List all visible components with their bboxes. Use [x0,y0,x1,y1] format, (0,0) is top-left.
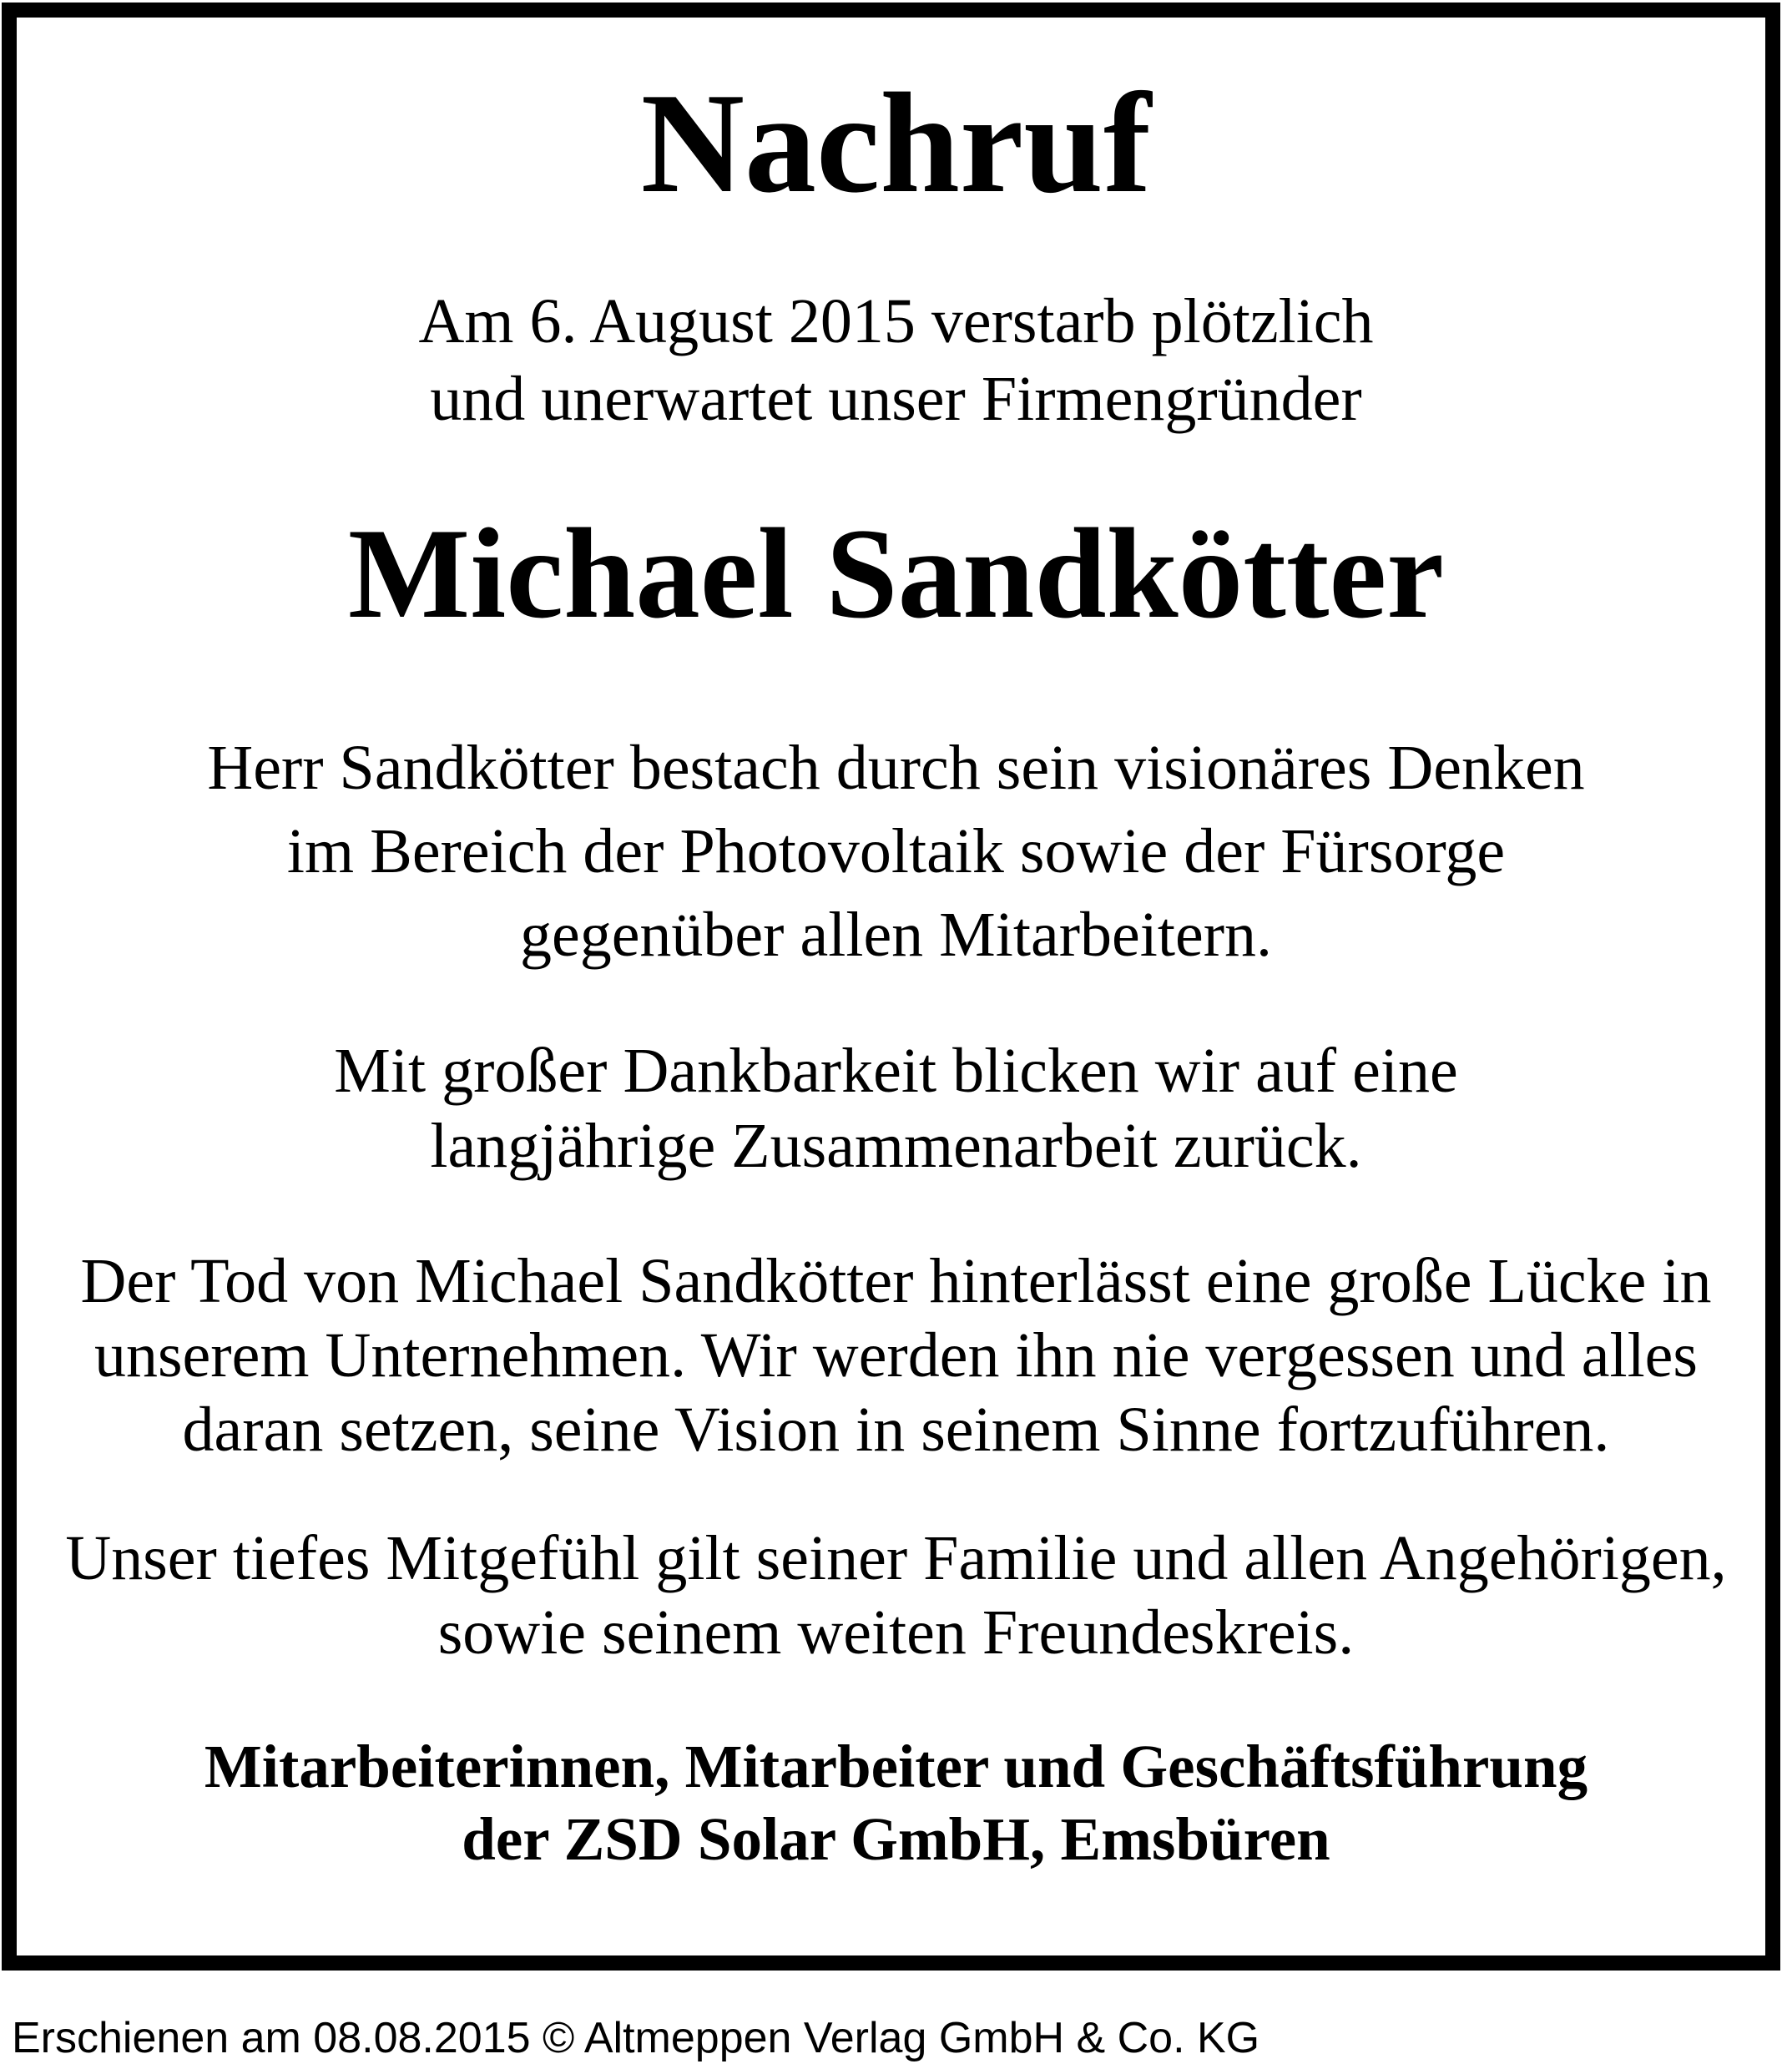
notice-title: Nachruf [640,64,1152,223]
paragraph1-line-1: Herr Sandkötter bestach durch sein visionäres Denken [207,733,1585,803]
signature-line-2: der ZSD Solar GmbH, Emsbüren [462,1805,1330,1873]
deceased-name: Michael Sandkötter [347,502,1445,645]
paragraph3-line-1: Der Tod von Michael Sandkötter hinterlässt eine große Lücke in [80,1246,1712,1316]
paragraph4-line-2: sowie seinem weiten Freundeskreis. [437,1597,1355,1668]
paragraph1-line-3: gegenüber allen Mitarbeitern. [519,900,1273,970]
signature-line-1: Mitarbeiterinnen, Mitarbeiter und Geschäftsführung [204,1733,1588,1800]
paragraph3-line-3: daran setzen, seine Vision in seinem Sinne fortzuführen. [182,1395,1610,1465]
paragraph2-line-1: Mit großer Dankbarkeit blicken wir auf eine [334,1036,1458,1106]
paragraph3-line-2: unserem Unternehmen. Wir werden ihn nie vergessen und alles [93,1320,1698,1390]
intro-line-1: Am 6. August 2015 verstarb plötzlich [418,286,1374,356]
paragraph2-line-2: langjährige Zusammenarbeit zurück. [430,1111,1362,1181]
paragraph1-line-2: im Bereich der Photovoltaik sowie der Fürsorge [286,816,1506,886]
publication-footer: Erschienen am 08.08.2015 © Altmeppen Verlag GmbH & Co. KG [12,2014,1260,2062]
paragraph4-line-1: Unser tiefes Mitgefühl gilt seiner Familie und allen Angehörigen, [65,1523,1727,1593]
intro-line-2: und unerwartet unser Firmengründer [430,364,1362,434]
